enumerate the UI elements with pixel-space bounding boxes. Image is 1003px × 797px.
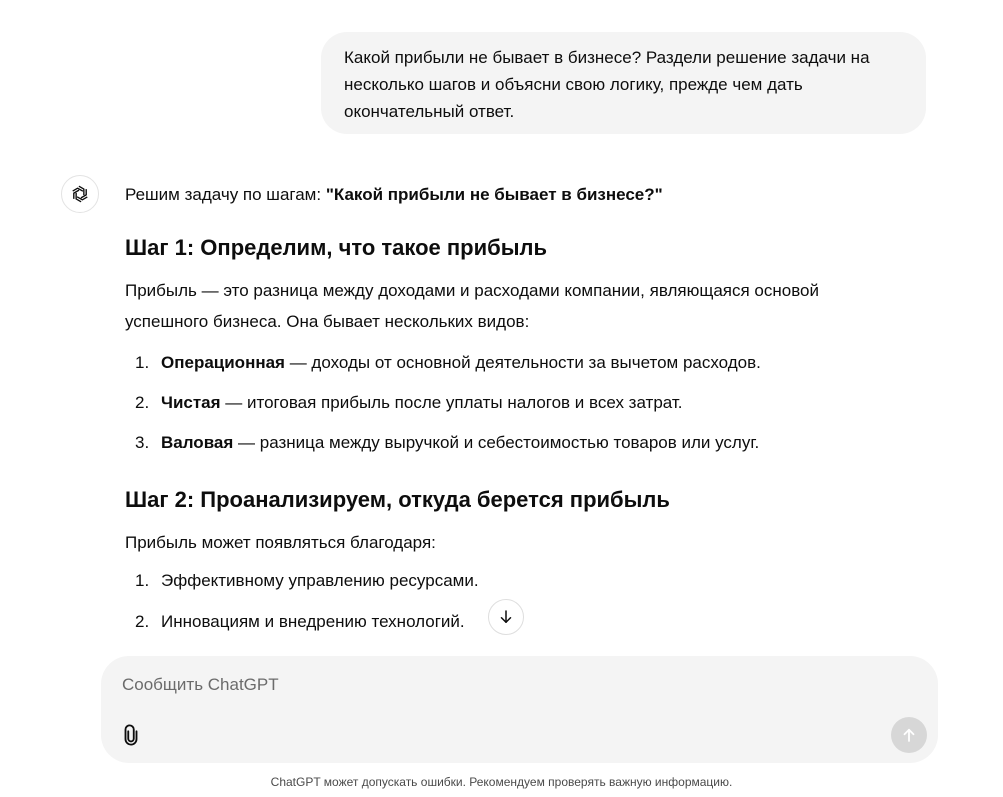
intro-question: "Какой прибыли не бывает в бизнесе?" (325, 185, 663, 204)
step2-paragraph: Прибыль может появляться благодаря: (125, 533, 436, 552)
list-number: 2. (135, 393, 150, 412)
step2-heading: Шаг 2: Проанализируем, откуда берется прибыль (125, 487, 670, 512)
message-composer[interactable] (101, 656, 938, 763)
send-button[interactable] (891, 717, 927, 753)
list-number: 3. (135, 433, 150, 452)
openai-logo-icon (69, 183, 91, 205)
arrow-down-icon (497, 608, 515, 626)
arrow-up-icon (900, 726, 918, 744)
list-number: 1. (135, 571, 150, 590)
attach-button[interactable] (118, 722, 144, 748)
composer-input[interactable]: Сообщить ChatGPT (122, 675, 279, 694)
assistant-message (125, 180, 885, 637)
step1-heading: Шаг 1: Определим, что такое прибыль (125, 235, 548, 260)
list-text: Инновациям и внедрению технологий. (161, 612, 465, 631)
user-message-bubble (321, 32, 926, 134)
profit-term: Чистая (161, 393, 221, 412)
profit-term: Валовая (161, 433, 234, 452)
profit-desc: — итоговая прибыль после уплаты налогов и всех затрат. (220, 393, 683, 412)
step1-paragraph: Прибыль — это разница между доходами и расходами компании, являющаяся основой успешного бизнеса. Она бывает нескольких видов: (125, 281, 819, 331)
list-text: Эффективному управлению ресурсами. (161, 571, 479, 590)
list-item (125, 348, 885, 378)
assistant-avatar (61, 175, 99, 213)
scroll-to-bottom-button[interactable] (488, 599, 524, 635)
profit-desc: — доходы от основной деятельности за вычетом расходов. (284, 353, 761, 372)
list-number: 1. (135, 353, 150, 372)
paperclip-icon (120, 724, 142, 746)
profit-desc: — разница между выручкой и себестоимостью товаров или услуг. (233, 433, 760, 452)
list-item (125, 428, 885, 458)
step1-list (125, 348, 885, 458)
disclaimer-text: ChatGPT может допускать ошибки. Рекомендуем проверять важную информацию. (270, 775, 733, 789)
list-number: 2. (135, 612, 150, 631)
intro-prefix: Решим задачу по шагам: (125, 185, 326, 204)
list-item (125, 566, 885, 596)
user-message-text: Какой прибыли не бывает в бизнесе? Раздели решение задачи на несколько шагов и объясни свою логику, прежде чем дать окончательный ответ. (344, 48, 870, 121)
answer-intro (125, 180, 885, 210)
list-item (125, 388, 885, 418)
profit-term: Операционная (161, 353, 285, 372)
